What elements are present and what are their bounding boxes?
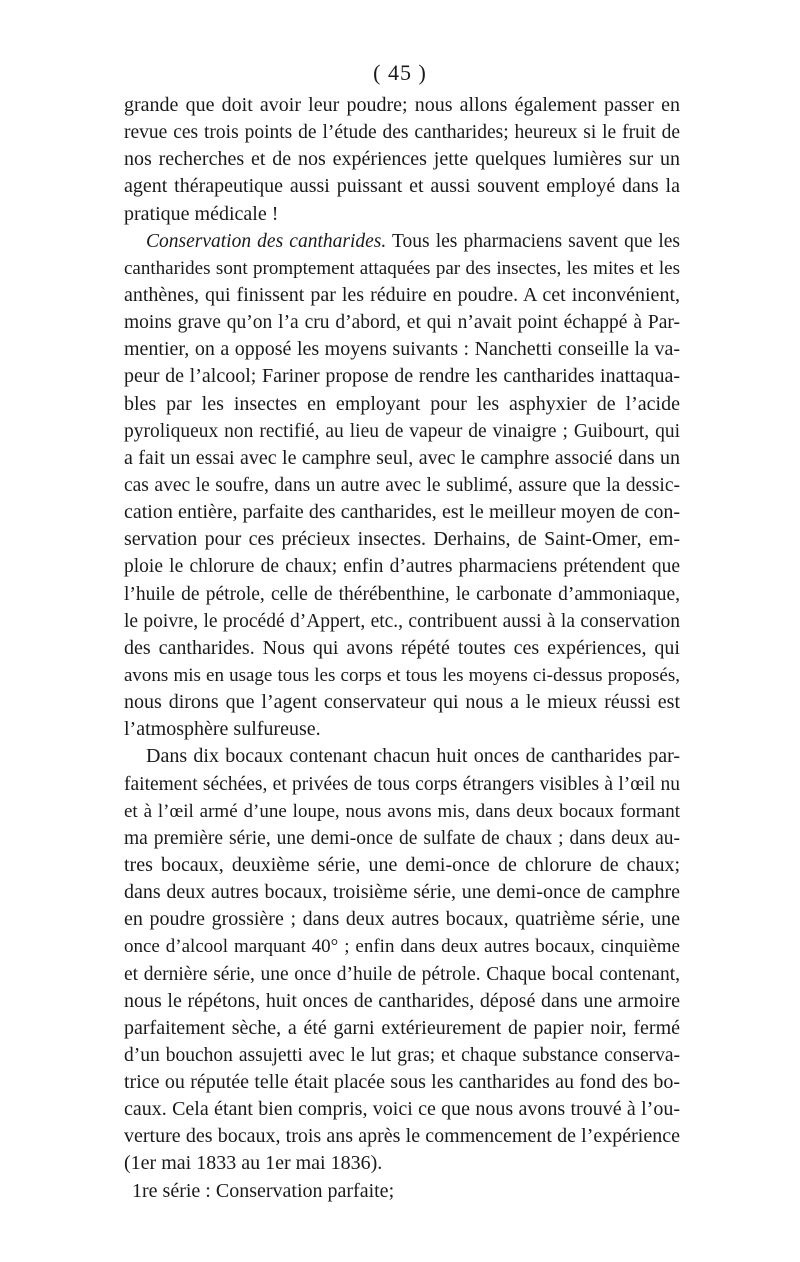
text-line [124, 662, 680, 689]
line-text: peur de l’alcool; Fariner propose de rendre les cantharides inattaqua- [124, 365, 680, 388]
line-text: des cantharides. Nous qui avons répété toutes ces expériences, qui [124, 636, 680, 659]
text-line [124, 445, 680, 472]
text-line [124, 689, 680, 716]
line-text: et dernière série, une once d’huile de pétrole. Chaque bocal contenant, [124, 963, 680, 985]
line-text: agent thérapeutique aussi puissant et aussi souvent employé dans la [124, 175, 680, 198]
line-text: verture des bocaux, trois ans après le commencement de l’expérience [124, 1125, 680, 1148]
line-text: l’huile de pétrole, celle de thérébenthine, le carbonate d’ammoniaque, [124, 583, 680, 605]
line-text: servation pour ces précieux insectes. Derhains, de Saint-Omer, em- [124, 528, 680, 551]
text-line [124, 716, 680, 743]
section-heading: Conservation des cantharides. [146, 230, 387, 252]
text-line [124, 336, 680, 363]
body-text [124, 92, 680, 1205]
text-line [124, 255, 680, 282]
line-text: d’un bouchon assujetti avec le lut gras; et chaque substance conserva- [124, 1044, 680, 1066]
text-line [124, 988, 680, 1015]
text-line [124, 363, 680, 390]
page-number: ( 45 ) [373, 60, 427, 85]
line-text: cation entière, parfaite des cantharides, est le meilleur moyen de con- [124, 501, 680, 524]
line-text: dans deux autres bocaux, troisième série, une demi-once de camphre [124, 881, 680, 904]
line-text: avons mis en usage tous les corps et tous les moyens ci-dessus proposés, [124, 664, 680, 686]
text-line [124, 282, 680, 309]
line-text: Tous les pharmaciens savent que les [386, 230, 680, 252]
line-text: trice ou réputée telle était placée sous les cantharides au fond des bo- [124, 1071, 680, 1094]
text-line [124, 418, 680, 445]
text-line [124, 92, 680, 119]
text-line [124, 1069, 680, 1096]
line-text: le poivre, le procédé d’Appert, etc., contribuent aussi à la conservation [124, 610, 680, 632]
line-text: Dans dix bocaux contenant chacun huit onces de cantharides par- [146, 745, 680, 768]
text-line [124, 1015, 680, 1042]
text-line [124, 933, 680, 960]
line-text: nous dirons que l’agent conservateur qui nous a le mieux réussi est [124, 691, 680, 714]
text-line [124, 825, 680, 852]
text-line [124, 608, 680, 635]
line-text: grande que doit avoir leur poudre; nous allons également passer en [124, 94, 680, 116]
text-line [124, 1178, 680, 1205]
text-line [124, 635, 680, 662]
line-text: mentier, on a opposé les moyens suivants : Nanchetti conseille la va- [124, 338, 680, 361]
line-text: caux. Cela étant bien compris, voici ce que nous avons trouvé à l’ou- [124, 1098, 680, 1121]
text-line [124, 526, 680, 553]
text-line [124, 852, 680, 879]
line-text: faitement séchées, et privées de tous corps étrangers visibles à l’œil nu [124, 773, 680, 795]
text-line [124, 499, 680, 526]
line-text: ploie le chlorure de chaux; enfin d’autres pharmaciens prétendent que [124, 556, 680, 578]
text-line [124, 472, 680, 499]
text-line [124, 228, 680, 255]
line-text: l’atmosphère sulfureuse. [124, 718, 321, 741]
line-text: et à l’œil armé d’une loupe, nous avons mis, dans deux bocaux formant [124, 800, 680, 822]
text-line [124, 743, 680, 770]
text-line [124, 798, 680, 825]
line-text: nous le répétons, huit onces de cantharides, déposé dans une armoire [124, 989, 680, 1012]
text-line [124, 1123, 680, 1150]
line-text: revue ces trois points de l’étude des cantharides; heureux si le fruit de [124, 122, 680, 144]
text-line [124, 771, 680, 798]
line-text: moins grave qu’on l’a cru d’abord, et qui n’avait point échappé à Par- [124, 312, 680, 334]
text-line [124, 553, 680, 580]
line-text: cantharides sont promptement attaquées par des insectes, les mites et les [124, 257, 680, 279]
line-text: en poudre grossière ; dans deux autres bocaux, quatrième série, une [124, 908, 680, 931]
text-line [124, 961, 680, 988]
line-text: tres bocaux, deuxième série, une demi-once de chlorure de chaux; [124, 853, 680, 876]
line-text: ma première série, une demi-once de sulfate de chaux ; dans deux au- [124, 827, 680, 849]
text-line [124, 879, 680, 906]
line-text: cas avec le soufre, dans un autre avec le sublimé, assure que la dessic- [124, 474, 680, 496]
text-line [124, 581, 680, 608]
line-text: bles par les insectes en employant pour les asphyxier de l’acide [124, 392, 680, 415]
text-line [124, 1096, 680, 1123]
text-line [124, 201, 680, 228]
line-text: anthènes, qui finissent par les réduire en poudre. A cet inconvénient, [124, 283, 680, 306]
line-text: 1re série : Conservation parfaite; [132, 1179, 395, 1202]
text-line [124, 119, 680, 146]
line-text: pratique médicale ! [124, 202, 279, 225]
line-text: parfaitement sèche, a été garni extérieurement de papier noir, fermé [124, 1016, 680, 1039]
line-text: pyroliqueux non rectifié, au lieu de vapeur de vinaigre ; Guibourt, qui [124, 420, 680, 442]
text-line [124, 309, 680, 336]
text-line [124, 173, 680, 200]
text-line [124, 146, 680, 173]
line-text: once d’alcool marquant 40° ; enfin dans deux autres bocaux, cinquième [124, 936, 680, 958]
text-line [124, 1042, 680, 1069]
line-text: a fait un essai avec le camphre seul, avec le camphre associé dans un [124, 446, 680, 469]
text-line [124, 391, 680, 418]
line-text: nos recherches et de nos expériences jette quelques lumières sur un [124, 148, 680, 171]
text-line [124, 1150, 680, 1177]
text-line [124, 906, 680, 933]
line-text: (1er mai 1833 au 1er mai 1836). [124, 1152, 383, 1175]
